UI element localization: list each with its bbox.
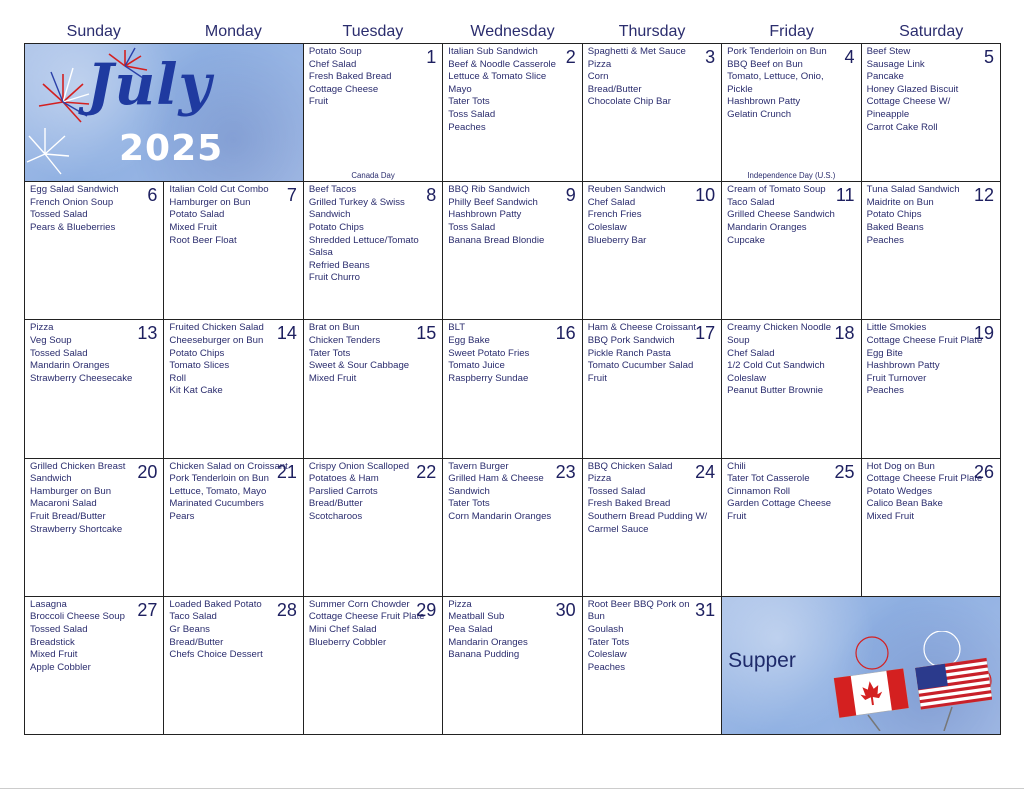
- weekday-wednesday: Wednesday: [470, 23, 555, 40]
- menu-item: Bread/Butter: [587, 83, 642, 95]
- day-number: 12: [973, 185, 994, 206]
- day-number: 3: [705, 47, 716, 67]
- menu-item: Pea Salad: [448, 623, 493, 635]
- menu-item: Tomato Cucumber Salad: [587, 360, 694, 372]
- menu-list: [443, 44, 581, 134]
- day-number: 23: [555, 461, 576, 482]
- menu-item: Pickle Ranch Pasta: [587, 347, 671, 359]
- menu-item: Egg Bake: [448, 334, 490, 346]
- day-number: 22: [416, 461, 437, 482]
- menu-item: French Fries: [587, 209, 642, 221]
- menu-item: Salsa: [308, 247, 333, 259]
- day-cell: [25, 182, 164, 320]
- day-cell: [164, 182, 303, 320]
- day-number: 24: [695, 461, 716, 482]
- menu-item: Strawberry Shortcake: [30, 523, 123, 535]
- day-cell: [443, 320, 582, 458]
- day-number: 2: [565, 47, 576, 67]
- menu-item: Cottage Cheese Fruit Plate: [866, 473, 983, 485]
- day-number: 8: [426, 185, 437, 206]
- menu-item: Mixed Fruit: [308, 372, 357, 384]
- menu-item: Blueberry Cobbler: [308, 636, 387, 648]
- day-cell: [583, 44, 722, 182]
- menu-item: Cottage Cheese W/: [866, 96, 951, 108]
- menu-item: Reuben Sandwich: [587, 184, 666, 196]
- menu-item: Southern Bread Pudding W/: [587, 510, 708, 522]
- menu-item: Beef & Noodle Casserole: [448, 58, 557, 70]
- menu-item: Fruit: [308, 96, 329, 108]
- menu-item: Fruit Churro: [308, 272, 361, 284]
- day-number: 17: [695, 323, 716, 344]
- menu-item: Refried Beans: [308, 259, 370, 271]
- menu-item: Sweet Potato Fries: [448, 347, 530, 359]
- menu-item: Potato Chips: [169, 347, 225, 359]
- menu-item: Chef Salad: [587, 196, 636, 208]
- menu-item: Cheeseburger on Bun: [169, 334, 264, 346]
- menu-item: Fresh Baked Bread: [587, 498, 671, 510]
- day-cell: [443, 597, 582, 735]
- menu-item: Loaded Baked Potato: [169, 598, 262, 610]
- menu-item: Coleslaw: [587, 221, 627, 233]
- menu-item: Hashbrown Patty: [448, 209, 522, 221]
- menu-item: Gelatin Crunch: [727, 108, 792, 120]
- menu-item: Parslied Carrots: [308, 485, 378, 497]
- day-cell: [164, 320, 303, 458]
- menu-item: French Onion Soup: [30, 196, 114, 208]
- menu-item: Chocolate Chip Bar: [587, 96, 671, 108]
- menu-item: Tavern Burger: [448, 460, 509, 472]
- day-number: 19: [973, 323, 994, 344]
- menu-item: Shredded Lettuce/Tomato: [308, 234, 419, 246]
- weekday-monday: Monday: [204, 23, 262, 40]
- menu-list: [583, 44, 721, 109]
- day-number: 9: [565, 185, 576, 206]
- menu-item: Kit Kat Cake: [169, 385, 223, 397]
- weekday-friday: Friday: [769, 23, 814, 40]
- day-number: 10: [695, 185, 716, 206]
- menu-item: Crispy Onion Scalloped: [308, 460, 410, 472]
- weekday-saturday: Saturday: [899, 23, 964, 40]
- menu-item: BBQ Chicken Salad: [587, 460, 673, 472]
- menu-item: BBQ Beef on Bun: [727, 58, 803, 70]
- menu-item: Soup: [727, 334, 750, 346]
- weekday-tuesday: Tuesday: [342, 23, 404, 40]
- day-number: 31: [695, 599, 716, 620]
- menu-item: Chefs Choice Dessert: [169, 649, 263, 661]
- day-number: 29: [416, 599, 437, 620]
- menu-item: Tuna Salad Sandwich: [866, 184, 960, 196]
- menu-list: [304, 182, 442, 285]
- menu-item: Coleslaw: [727, 372, 767, 384]
- menu-item: Potato Salad: [169, 209, 225, 221]
- day-number: 11: [835, 185, 855, 206]
- menu-item: Creamy Chicken Noodle: [727, 322, 832, 334]
- day-number: 13: [137, 323, 158, 344]
- day-cell: [443, 459, 582, 597]
- menu-item: Cottage Cheese Fruit Plate: [308, 611, 425, 623]
- menu-item: Fruited Chicken Salad: [169, 322, 264, 334]
- day-number: 20: [137, 461, 158, 482]
- menu-item: Tomato Juice: [448, 360, 505, 372]
- menu-item: Macaroni Salad: [30, 498, 97, 510]
- menu-item: Blueberry Bar: [587, 234, 647, 246]
- menu-item: Potato Wedges: [866, 485, 932, 497]
- day-number: 26: [973, 461, 994, 482]
- menu-item: Toss Salad: [448, 108, 496, 120]
- menu-item: Garden Cottage Cheese: [727, 498, 832, 510]
- menu-item: Mini Chef Salad: [308, 623, 377, 635]
- menu-item: Cupcake: [727, 234, 766, 246]
- menu-item: Pizza: [448, 598, 472, 610]
- menu-item: Mandarin Oranges: [727, 221, 807, 233]
- menu-item: Bun: [587, 611, 605, 623]
- menu-item: Ham & Cheese Croissant: [587, 322, 696, 334]
- menu-item: Sweet & Sour Cabbage: [308, 360, 410, 372]
- menu-item: Sausage Link: [866, 58, 925, 70]
- menu-item: Lettuce, Tomato, Mayo: [169, 485, 267, 497]
- day-number: 7: [286, 185, 297, 206]
- day-cell: [722, 182, 861, 320]
- menu-item: Pizza: [587, 58, 612, 70]
- menu-item: Raspberry Sundae: [448, 372, 529, 384]
- menu-item: Chili: [727, 460, 746, 472]
- menu-item: Fresh Baked Bread: [308, 71, 392, 83]
- menu-item: Honey Glazed Biscuit: [866, 83, 959, 95]
- menu-item: Peaches: [866, 234, 904, 246]
- menu-item: Beef Tacos: [308, 184, 357, 196]
- day-cell: [304, 459, 443, 597]
- day-cell: [583, 597, 722, 735]
- menu-item: Mayo: [448, 83, 472, 95]
- day-cell: [443, 182, 582, 320]
- menu-item: Gr Beans: [169, 623, 210, 635]
- menu-item: Corn: [587, 71, 609, 83]
- menu-item: Breadstick: [30, 636, 75, 648]
- menu-item: Tater Tots: [308, 347, 351, 359]
- menu-list: [304, 44, 442, 109]
- menu-item: Pineapple: [866, 108, 910, 120]
- menu-item: Cinnamon Roll: [727, 485, 791, 497]
- menu-item: Lasagna: [30, 598, 67, 610]
- menu-item: Hamburger on Bun: [169, 196, 251, 208]
- weekday-sunday: Sunday: [66, 23, 121, 40]
- menu-item: Peaches: [448, 121, 486, 133]
- menu-item: Strawberry Cheesecake: [30, 372, 133, 384]
- menu-item: 1/2 Cold Cut Sandwich: [727, 360, 825, 372]
- day-cell: [25, 597, 164, 735]
- day-cell: [304, 44, 443, 182]
- menu-item: Banana Pudding: [448, 649, 520, 661]
- menu-item: Hot Dog on Bun: [866, 460, 935, 472]
- day-cell: [443, 44, 582, 182]
- menu-item: Fruit: [587, 372, 607, 384]
- menu-item: Cream of Tomato Soup: [727, 184, 826, 196]
- holiday-note: Independence Day (U.S.): [747, 171, 836, 181]
- menu-item: Pork Tenderloin on Bun: [169, 473, 269, 485]
- menu-item: Cottage Cheese: [308, 83, 379, 95]
- menu-item: Tossed Salad: [30, 209, 88, 221]
- menu-item: Veg Soup: [30, 334, 72, 346]
- menu-item: Fruit: [727, 510, 747, 522]
- day-cell: [304, 182, 443, 320]
- menu-item: Grilled Cheese Sandwich: [727, 209, 835, 221]
- menu-item: Root Beer Float: [169, 234, 237, 246]
- day-cell: [583, 320, 722, 458]
- month-banner: [25, 44, 304, 182]
- menu-item: Pizza: [587, 473, 612, 485]
- day-number: 21: [276, 461, 297, 482]
- menu-item: Pears: [169, 510, 195, 522]
- menu-item: BBQ Rib Sandwich: [448, 184, 530, 196]
- day-cell: [164, 597, 303, 735]
- day-cell: [304, 320, 443, 458]
- menu-item: Fruit Bread/Butter: [30, 510, 106, 522]
- menu-item: Chicken Salad on Croissant: [169, 460, 288, 472]
- day-cell: [722, 44, 861, 182]
- menu-list: [862, 44, 1000, 134]
- menu-item: Roll: [169, 372, 186, 384]
- menu-item: Scotcharoos: [308, 510, 363, 522]
- day-number: 16: [555, 323, 576, 344]
- day-cell: [862, 320, 1001, 458]
- menu-item: Coleslaw: [587, 649, 627, 661]
- menu-item: BLT: [448, 322, 466, 334]
- menu-item: Apple Cobbler: [30, 661, 91, 673]
- menu-item: Brat on Bun: [308, 322, 360, 334]
- menu-item: Mixed Fruit: [866, 510, 915, 522]
- menu-item: Goulash: [587, 623, 624, 635]
- menu-item: Hashbrown Patty: [727, 96, 801, 108]
- day-cell: [304, 597, 443, 735]
- day-cell: [25, 320, 164, 458]
- menu-item: Corn Mandarin Oranges: [448, 510, 552, 522]
- menu-item: Tossed Salad: [30, 347, 88, 359]
- day-cell: [722, 320, 861, 458]
- menu-item: Hamburger on Bun: [30, 485, 112, 497]
- menu-item: Beef Stew: [866, 46, 911, 57]
- menu-item: Chef Salad: [308, 58, 357, 70]
- menu-item: Grilled Turkey & Swiss: [308, 196, 405, 208]
- calendar-grid: [24, 43, 1001, 735]
- menu-item: Tossed Salad: [587, 485, 646, 497]
- supper-banner: [722, 597, 1001, 735]
- menu-item: Carrot Cake Roll: [866, 121, 938, 133]
- day-number: 18: [834, 323, 855, 344]
- menu-item: Potato Soup: [308, 46, 362, 57]
- menu-item: BBQ Pork Sandwich: [587, 334, 675, 346]
- day-number: 5: [983, 47, 994, 67]
- day-cell: [862, 459, 1001, 597]
- menu-item: Cottage Cheese Fruit Plate: [866, 334, 983, 346]
- menu-item: Spaghetti & Met Sauce: [587, 46, 686, 57]
- menu-item: Peaches: [587, 661, 626, 673]
- menu-item: Sandwich: [30, 473, 72, 485]
- menu-item: Pancake: [866, 71, 904, 83]
- menu-item: Grilled Ham & Cheese: [448, 473, 544, 485]
- day-cell: [583, 459, 722, 597]
- menu-item: Carmel Sauce: [587, 523, 649, 535]
- menu-item: Summer Corn Chowder: [308, 598, 410, 610]
- menu-item: Toss Salad: [448, 221, 496, 233]
- menu-list: [722, 44, 860, 122]
- menu-item: Potato Chips: [866, 209, 922, 221]
- menu-item: Potatoes & Ham: [308, 473, 379, 485]
- day-number: 14: [276, 323, 297, 344]
- menu-item: Broccoli Cheese Soup: [30, 611, 125, 623]
- menu-item: Philly Beef Sandwich: [448, 196, 538, 208]
- menu-item: Peaches: [866, 385, 904, 397]
- menu-item: Mandarin Oranges: [30, 360, 110, 372]
- menu-item: Potato Chips: [308, 221, 364, 233]
- menu-item: Taco Salad: [727, 196, 775, 208]
- menu-item: Baked Beans: [866, 221, 924, 233]
- menu-item: Bread/Butter: [169, 636, 224, 648]
- menu-item: Hashbrown Patty: [866, 360, 940, 372]
- menu-item: Chicken Tenders: [308, 334, 381, 346]
- weekday-thursday: Thursday: [618, 23, 686, 40]
- menu-item: Little Smokies: [866, 322, 927, 334]
- day-cell: [583, 182, 722, 320]
- supper-label: Supper: [728, 648, 796, 672]
- menu-item: Mandarin Oranges: [448, 636, 528, 648]
- menu-item: Grilled Chicken Breast: [30, 460, 126, 472]
- day-number: 4: [844, 47, 855, 67]
- menu-item: Pork Tenderloin on Bun: [727, 46, 827, 57]
- menu-item: Mixed Fruit: [30, 649, 78, 661]
- menu-item: Lettuce & Tomato Slice: [448, 71, 547, 83]
- day-cell: [25, 459, 164, 597]
- menu-item: Tater Tots: [587, 636, 630, 648]
- menu-item: Marinated Cucumbers: [169, 498, 264, 510]
- menu-item: Fruit Turnover: [866, 372, 927, 384]
- menu-item: Tomato, Lettuce, Onio,: [727, 71, 824, 83]
- day-number: 6: [147, 185, 158, 206]
- menu-list: [443, 182, 581, 247]
- menu-item: Maidrite on Bun: [866, 196, 934, 208]
- flags-icon: [832, 631, 992, 731]
- menu-item: Sandwich: [448, 485, 490, 497]
- day-cell: [164, 459, 303, 597]
- menu-list: [25, 182, 163, 234]
- menu-item: Banana Bread Blondie: [448, 234, 545, 246]
- day-number: 27: [137, 599, 158, 620]
- menu-item: Pears & Blueberries: [30, 221, 116, 233]
- day-cell: [722, 459, 861, 597]
- menu-list: [164, 182, 302, 247]
- menu-item: Calico Bean Bake: [866, 498, 943, 510]
- menu-item: Egg Bite: [866, 347, 903, 359]
- day-number: 25: [834, 461, 855, 482]
- menu-item: Tater Tots: [448, 498, 490, 510]
- day-cell: [862, 44, 1001, 182]
- menu-item: Chef Salad: [727, 347, 775, 359]
- menu-item: Tossed Salad: [30, 623, 88, 635]
- year-title: 2025: [119, 128, 224, 169]
- menu-item: Tater Tot Casserole: [727, 473, 810, 485]
- day-cell: [862, 182, 1001, 320]
- menu-item: Tater Tots: [448, 96, 490, 108]
- menu-item: Taco Salad: [169, 611, 217, 623]
- menu-item: Mixed Fruit: [169, 221, 217, 233]
- footer-divider: [0, 788, 1024, 789]
- menu-item: Sandwich: [308, 209, 351, 221]
- menu-item: Bread/Butter: [308, 498, 363, 510]
- menu-item: Meatball Sub: [448, 611, 505, 623]
- weekday-header: [24, 20, 1001, 44]
- day-number: 15: [416, 323, 437, 344]
- menu-item: Tomato Slices: [169, 360, 230, 372]
- holiday-note: Canada Day: [351, 171, 395, 181]
- menu-item: Pizza: [30, 322, 54, 334]
- menu-item: Pickle: [727, 83, 753, 95]
- day-number: 28: [276, 599, 297, 620]
- month-title: July: [87, 52, 213, 118]
- menu-item: Peanut Butter Brownie: [727, 385, 824, 397]
- menu-item: Italian Cold Cut Combo: [169, 184, 269, 196]
- menu-item: Root Beer BBQ Pork on: [587, 598, 690, 610]
- menu-item: Italian Sub Sandwich: [448, 46, 538, 57]
- day-number: 30: [555, 599, 576, 620]
- day-number: 1: [426, 47, 437, 67]
- menu-item: Egg Salad Sandwich: [30, 184, 119, 196]
